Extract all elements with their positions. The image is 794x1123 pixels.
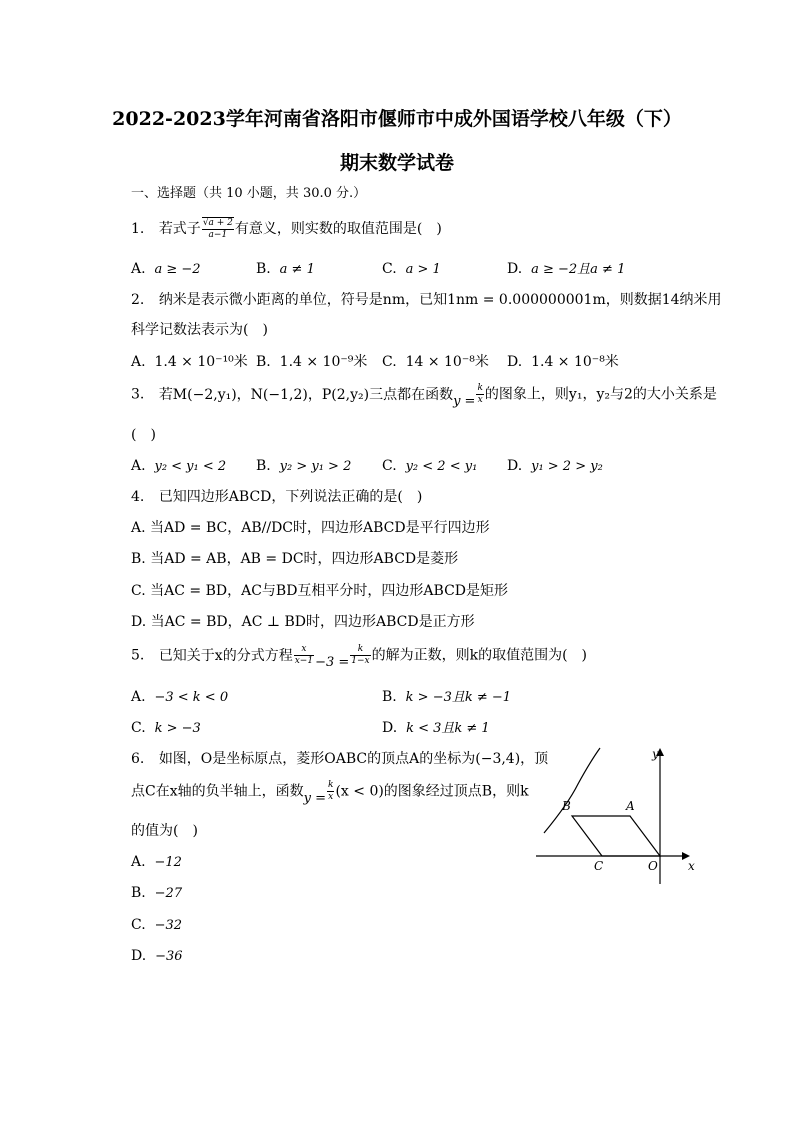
question-5: 5. 已知关于x的分式方程 $\frac{x}{x-1}$ −3 = $\frac{k}{1-x}$ 的解为正数，则k的取值范围为( ) xyxy=(131,644,588,670)
option-d[interactable]: D. 当AC = BD，AC ⊥ BD时，四边形ABCD是正方形 xyxy=(131,614,475,630)
question-number: 4. xyxy=(131,489,145,505)
option-a[interactable]: A. −3 < k < 0 xyxy=(131,689,229,705)
option-b[interactable]: B. k > −3且k ≠ −1 xyxy=(382,689,512,705)
question-text: 的图象上，则y₁，y₂与2的大小关系是 xyxy=(484,386,717,403)
label-c: C xyxy=(594,859,604,873)
question-3-line2: ( ) xyxy=(131,427,156,443)
question-2-line2: 科学记数法表示为( ) xyxy=(131,322,268,338)
label-b: B xyxy=(562,799,571,813)
question-4 xyxy=(131,488,422,506)
question-number: 1. xyxy=(131,221,145,237)
option-b[interactable]: B. a ≠ 1 xyxy=(256,261,315,277)
question-number: 2. xyxy=(131,292,145,308)
label-y: y xyxy=(652,747,659,761)
question-text: 纳米是表示微小距离的单位，符号是nm，已知1nm = 0.000000001m，则数据14纳米用 xyxy=(158,292,722,308)
question-3: 3. 若M(−2,y₁)，N(−1,2)，P(2,y₂)三点都在函数y = $\frac{k}{x}$ 的图象上，则y₁，y₂与2的大小关系是 xyxy=(131,383,717,409)
question-number: 3. xyxy=(131,386,145,403)
question-number: 5. xyxy=(131,647,145,664)
label-o: O xyxy=(648,859,658,873)
question-2 xyxy=(131,291,722,309)
option-a[interactable]: A. a ≥ −2 xyxy=(131,261,201,277)
question-text: 如图，O是坐标原点，菱形OABC的顶点A的坐标为(−3,4)，顶 xyxy=(158,751,549,767)
option-c[interactable]: C. −32 xyxy=(131,917,183,933)
option-a[interactable]: A. y₂ < y₁ < 2 xyxy=(131,458,227,474)
question-text: 已知四边形ABCD，下列说法正确的是( ) xyxy=(158,489,423,505)
option-d[interactable]: D. −36 xyxy=(131,948,183,964)
fraction: $\frac{x}{x-1}$ xyxy=(294,644,314,666)
question-text: 的解为正数，则k的取值范围为( ) xyxy=(371,647,588,664)
fraction: $\frac{k}{x}$ xyxy=(327,780,334,802)
question-6 xyxy=(131,750,548,768)
option-d[interactable]: D. k < 3且k ≠ 1 xyxy=(382,720,490,736)
question-6-line3: 的值为( ) xyxy=(131,823,198,839)
fraction: $\frac{k}{1-x}$ xyxy=(351,644,370,666)
option-b[interactable]: B. 当AD = AB，AB = DC时，四边形ABCD是菱形 xyxy=(131,551,459,567)
option-a[interactable]: A. −12 xyxy=(131,854,182,870)
option-a[interactable]: A. 1.4 × 10⁻¹⁰米 xyxy=(131,354,248,370)
option-d[interactable]: D. y₁ > 2 > y₂ xyxy=(507,458,603,474)
option-c[interactable]: C. y₂ < 2 < y₁ xyxy=(382,458,478,474)
question-6-line2: 点C在x轴的负半轴上，函数y = $\frac{k}{x}$ (x < 0)的图象经过顶点B，则k xyxy=(131,780,529,806)
option-c[interactable]: C. 14 × 10⁻⁸米 xyxy=(382,354,489,370)
rhombus-figure xyxy=(530,742,700,890)
option-b[interactable]: B. y₂ > y₁ > 2 xyxy=(256,458,352,474)
exam-title-line1: 2022-2023学年河南省洛阳市偃师市中成外国语学校八年级（下） xyxy=(112,108,682,130)
label-a: A xyxy=(626,799,635,813)
option-a[interactable]: A. 当AD = BC，AB//DC时，四边形ABCD是平行四边形 xyxy=(131,520,490,536)
hyperbola-curve xyxy=(544,748,600,833)
question-number: 6. xyxy=(131,751,145,767)
option-c[interactable]: C. a > 1 xyxy=(382,261,441,277)
option-d[interactable]: D. 1.4 × 10⁻⁸米 xyxy=(507,354,619,370)
question-text: 若M(−2,y₁)，N(−1,2)，P(2,y₂)三点都在函数 xyxy=(158,386,454,403)
option-d[interactable]: D. a ≥ −2且a ≠ 1 xyxy=(507,261,626,277)
rhombus-oabc xyxy=(572,816,660,856)
question-1 xyxy=(131,217,442,241)
section-heading: 一、选择题（共 10 小题，共 30.0 分.） xyxy=(131,186,367,201)
option-c[interactable]: C. k > −3 xyxy=(131,720,201,736)
question-text: 若式子 xyxy=(158,221,201,237)
exam-title-line2: 期末数学试卷 xyxy=(339,152,454,174)
fraction: $\frac{k}{x}$ xyxy=(477,383,483,405)
label-x: x xyxy=(688,859,695,873)
fraction: $\frac{√a + 2}{a-1}$ xyxy=(202,218,233,240)
question-text: 有意义，则实数的取值范围是( ) xyxy=(234,221,442,237)
question-text: 已知关于x的分式方程 xyxy=(158,647,293,664)
option-b[interactable]: B. 1.4 × 10⁻⁹米 xyxy=(256,354,368,370)
option-b[interactable]: B. −27 xyxy=(131,885,183,901)
option-c[interactable]: C. 当AC = BD，AC与BD互相平分时，四边形ABCD是矩形 xyxy=(131,583,509,599)
